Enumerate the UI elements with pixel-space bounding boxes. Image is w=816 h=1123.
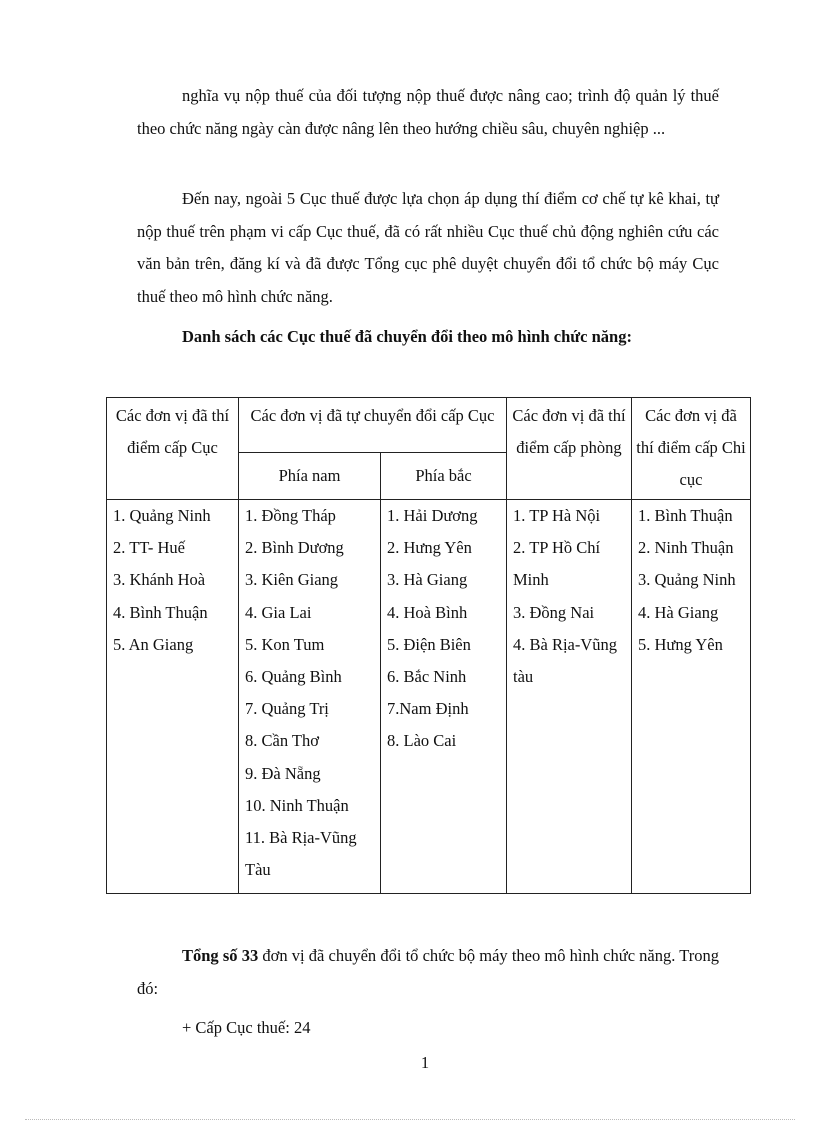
list-item: 8. Cần Thơ xyxy=(245,731,319,751)
list-item: 5. Hưng Yên xyxy=(638,634,723,654)
paragraph-2: Đến nay, ngoài 5 Cục thuế được lựa chọn áp dụng thí điểm cơ chế tự kê khai, tự nộp thuế trên phạm vi cấp Cục thuế, đã có rất nhiều Cục thuế chủ động nghiên cứu các văn bản trên, đăng kí và đã được Tổng cục phê duyệt chuyển đổi tổ chức bộ máy Cục thuế theo mô hình chức năng. xyxy=(137,189,719,306)
list-item: 2. Ninh Thuận xyxy=(638,538,734,558)
list-item: 3. Kiên Giang xyxy=(245,570,339,590)
list-item: 2. TP Hồ Chí Minh xyxy=(513,538,601,590)
header-south: Phía nam xyxy=(239,452,381,499)
list-item: 8. Lào Cai xyxy=(387,731,457,751)
cell-pilot-phong xyxy=(507,499,632,893)
units-table xyxy=(106,397,751,894)
page-number: 1 xyxy=(420,1053,430,1072)
list-item: 7. Quảng Trị xyxy=(245,699,329,719)
header-pilot-cuc: Các đơn vị đã thí điểm cấp Cục xyxy=(107,398,239,500)
list-item: 11. Bà Rịa-Vũng Tàu xyxy=(245,827,357,880)
header-self-converted: Các đơn vị đã tự chuyển đổi cấp Cục xyxy=(239,398,507,453)
header-pilot-phong: Các đơn vị đã thí điểm cấp phòng xyxy=(507,398,632,500)
list-item: 3. Đồng Nai xyxy=(513,602,595,622)
list-item: 4. Gia Lai xyxy=(245,602,312,622)
list-item: 4. Hà Giang xyxy=(638,602,719,622)
list-item: 1. Quảng Ninh xyxy=(113,505,211,525)
list-item: 1. Bình Thuận xyxy=(638,505,733,525)
list-item: 4. Bình Thuận xyxy=(113,602,208,622)
total-paragraph xyxy=(137,940,719,1005)
list-item: 4. Bà Rịa-Vũng tàu xyxy=(513,634,618,686)
list-item: 10. Ninh Thuận xyxy=(245,795,349,815)
paragraph-1: nghĩa vụ nộp thuế của đối tượng nộp thuế được nâng cao; trình độ quản lý thuế theo chức năng ngày càn được nâng lên theo hướng chiều sâu, chuyên nghiệp ... xyxy=(137,86,719,138)
cell-north xyxy=(381,499,507,893)
list-item: 2. Hưng Yên xyxy=(387,538,472,558)
list-item: 7.Nam Định xyxy=(387,699,469,719)
total-item-cuc: + Cấp Cục thuế: 24 xyxy=(182,1018,311,1037)
list-item: 3. Hà Giang xyxy=(387,570,468,590)
list-item: 5. An Giang xyxy=(113,634,194,654)
list-item: 5. Kon Tum xyxy=(245,634,325,654)
list-item: 9. Đà Nẵng xyxy=(245,763,321,783)
list-item: 3. Quảng Ninh xyxy=(638,570,736,590)
header-pilot-chicuc: Các đơn vị đã thí điểm cấp Chi cục xyxy=(632,398,751,500)
page-bottom-divider xyxy=(25,1119,795,1120)
list-item: 1. TP Hà Nội xyxy=(513,505,601,525)
total-count: Tổng số 33 xyxy=(182,946,259,965)
list-item: 2. TT- Huế xyxy=(113,538,185,558)
cell-pilot-chicuc xyxy=(632,499,751,893)
list-item: 5. Điện Biên xyxy=(387,634,471,654)
list-item: 1. Đồng Tháp xyxy=(245,505,336,525)
list-item: 1. Hải Dương xyxy=(387,505,478,525)
list-item: 2. Bình Dương xyxy=(245,538,344,558)
cell-pilot-cuc xyxy=(107,499,239,893)
list-item: 3. Khánh Hoà xyxy=(113,570,206,590)
cell-south xyxy=(239,499,381,893)
total-text: đơn vị đã chuyển đổi tổ chức bộ máy theo mô hình chức năng. Trong đó: xyxy=(137,946,719,998)
table-heading: Danh sách các Cục thuế đã chuyển đổi theo mô hình chức năng: xyxy=(182,327,632,346)
header-north: Phía bắc xyxy=(381,452,507,499)
list-item: 4. Hoà Bình xyxy=(387,602,468,622)
list-item: 6. Quảng Bình xyxy=(245,666,342,686)
list-item: 6. Bắc Ninh xyxy=(387,666,467,686)
